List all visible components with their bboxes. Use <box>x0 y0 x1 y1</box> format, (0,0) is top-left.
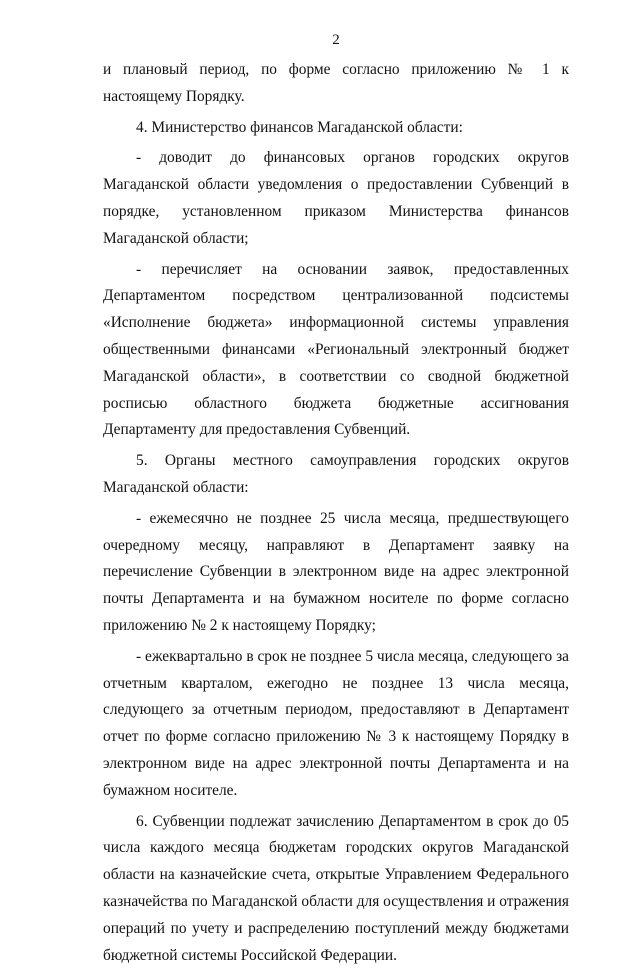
paragraph-item-4-transfer: - перечисляет на основании заявок, предоставленных Департаментом посредством централизованной подсистемы «Исполнение бюджета» информационной системы управления общественными финансами «Региональный электронный бюджет Магаданской области», в соответствии со сводной бюджетной росписью областного бюджета бюджетные ассигнования Департаменту для предоставления Субвенций. <box>103 260 569 439</box>
paragraph-item-5-monthly-request: - ежемесячно не позднее 25 числа месяца, предшествующего очередному месяцу, направляют в Департамент заявку на перечисление Субвенции в электронном виде на адрес электронной почты Департамента и на бумажном носителе по форме согласно приложению № 2 к настоящему Порядку; <box>103 509 569 634</box>
paragraph-item-4-notify: - доводит до финансовых органов городских округов Магаданской области уведомления о предоставлении Субвенций в порядке, установленном приказом Министерства финансов Магаданской области; <box>103 149 569 247</box>
paragraph-item-5-quarterly-report: - ежеквартально в срок не позднее 5 числа месяца, следующего за отчетным кварталом, ежегодно не позднее 13 числа месяца, следующего за отчетным периодом, предоставляют в Департамент отчет по форме согласно приложению № 3 к настоящему Порядку в электронном виде на адрес электронной почты Департамента и на бумажном носителе. <box>103 647 569 799</box>
document-page <box>103 30 569 969</box>
paragraph-item-5-heading: 5. Органы местного самоуправления городских округов Магаданской области: <box>103 452 569 496</box>
page-number: 2 <box>332 32 340 48</box>
paragraph-item-4-heading: 4. Министерство финансов Магаданской области: <box>136 118 463 136</box>
paragraph-item-6: 6. Субвенции подлежат зачислению Департаментом в срок до 05 числа каждого месяца бюджетам городских округов Магаданской области на казначейские счета, открытые Управлением Федерального казначейства по Магаданской области для осуществления и отражения операций по учету и распределению поступлений между бюджетами бюджетной системы Российской Федерации. <box>103 812 569 964</box>
paragraph-continuation: и плановый период, по форме согласно приложению № 1 к настоящему Порядку. <box>103 61 569 105</box>
